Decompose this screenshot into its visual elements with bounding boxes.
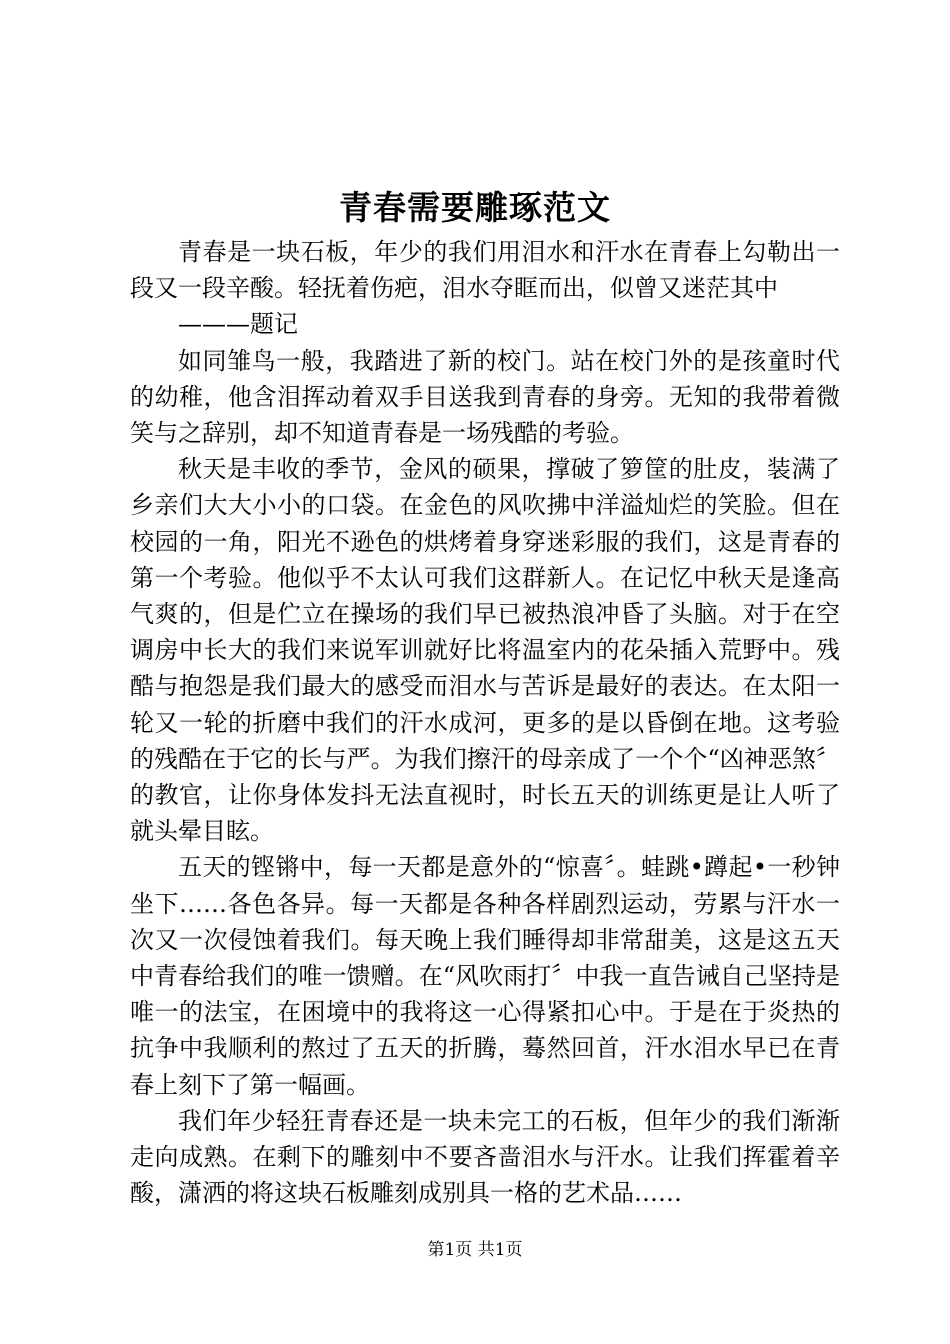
page-footer: 第1页 共1页 [427, 1240, 523, 1260]
paragraph-intro: 青春是一块石板，年少的我们用泪水和汗水在青春上勾勒出一段又一段辛酸。轻抚着伤疤，泪水夺眶而出，似曾又迷茫其中 [130, 238, 840, 303]
paragraph-conclusion: 我们年少轻狂青春还是一块未完工的石板，但年少的我们渐渐走向成熟。在剩下的雕刻中不要吝啬泪水与汗水。让我们挥霍着辛酸，潇洒的将这块石板雕刻成别具一格的艺术品…… [130, 1106, 840, 1208]
paragraph-school-gate: 如同雏鸟一般，我踏进了新的校门。站在校门外的是孩童时代的幼稚，他含泪挥动着双手目送我到青春的身旁。无知的我带着微笑与之辞别，却不知道青春是一场残酷的考验。 [130, 346, 840, 448]
document-title: 青春需要雕琢范文 [339, 188, 611, 227]
document-body [130, 234, 840, 1211]
paragraph-five-days: 五天的铿锵中，每一天都是意外的“惊喜〞。蛙跳•蹲起•一秒钟坐下……各色各异。每一天都是各种各样剧烈运动，劳累与汗水一次又一次侵蚀着我们。每天晚上我们睡得却非常甜美，这是这五天中青春给我们的唯一馈赠。在“风吹雨打〞中我一直告诫自己坚持是唯一的法宝，在困境中的我将这一心得紧扣心中。于是在于炎热的抗争中我顺利的熬过了五天的折腾，蓦然回首，汗水泪水早已在青春上刻下了第一幅画。 [130, 853, 840, 1099]
paragraph-military-training: 秋天是丰收的季节，金风的硕果，撑破了箩筐的肚皮，装满了乡亲们大大小小的口袋。在金色的风吹拂中洋溢灿烂的笑脸。但在校园的一角，阳光不逊色的烘烤着身穿迷彩服的我们，这是青春的第一个考验。他似乎不太认可我们这群新人。在记忆中秋天是逢高气爽的，但是伫立在操场的我们早已被热浪冲昏了头脑。对于在空调房中长大的我们来说军训就好比将温室内的花朵插入荒野中。残酷与抱怨是我们最大的感受而泪水与苦诉是最好的表达。在太阳一轮又一轮的折磨中我们的汗水成河，更多的是以昏倒在地。这考验的残酷在于它的长与严。为我们擦汗的母亲成了一个个“凶神恶煞〞的教官，让你身体发抖无法直视时，时长五天的训练更是让人听了就头晕目眩。 [130, 455, 840, 846]
paragraph-epigraph-signature: ———题记 [178, 310, 298, 339]
